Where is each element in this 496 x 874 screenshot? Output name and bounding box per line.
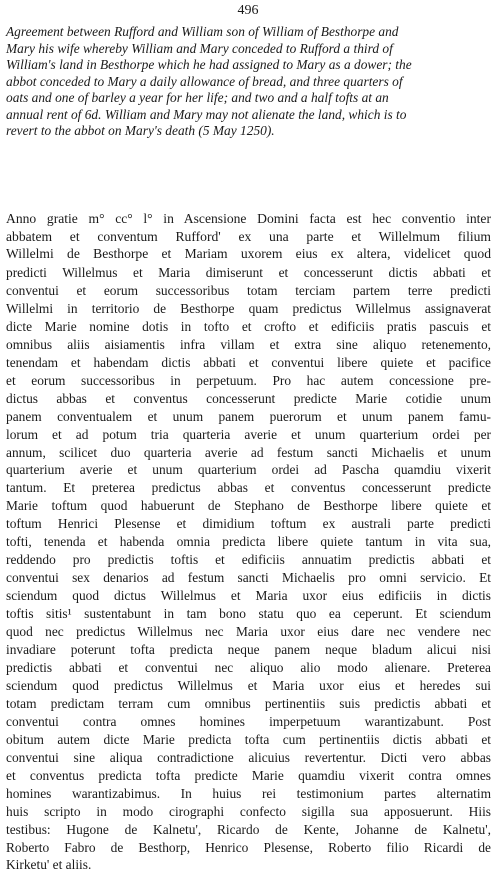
body-line: tantum. Et preterea predictus abbas et conventus concesserunt predicte: [6, 480, 491, 496]
charter-body: [6, 264, 491, 874]
summary-line: William's land in Besthorpe which he had assigned to Mary as a dower; the: [6, 57, 412, 72]
body-line: Kirketu' et aliis.: [6, 857, 92, 873]
body-line: conventui sine aliqua contradictione alicuius revertentur. Dicti vero abbas: [6, 749, 491, 765]
body-line: panem conventualem et unum panem puerorum et unum panem famu-: [6, 408, 491, 424]
body-line: predictis abbati et conventui nec aliquo alio modo alienare. Preterea: [6, 659, 491, 675]
summary-line: Mary his wife whereby William and Mary conceded to Rufford a third of: [6, 40, 393, 56]
summary-line: revert to the abbot on Mary's death (5 May 1250).: [6, 123, 275, 138]
body-line: dictus abbas et conventus concesserunt predicte Marie cotidie unum: [6, 390, 491, 406]
body-line: invadiare poterunt tofta predicta neque panem neque bladum alicui nisi: [6, 642, 491, 658]
body-line: quarterium averie et unum quarterium ordei ad Pascha quamdiu vixerit: [6, 462, 491, 478]
body-line: toftum Henrici Plesense et dimidium toftum ex australi parte predicti: [6, 516, 491, 532]
body-line: obitum autem dicte Marie predicta tofta cum pertinentiis dictis abbati et: [6, 731, 491, 747]
body-line: et eorum successoribus in perpetuum. Pro hac autem concessione pre-: [6, 372, 491, 388]
body-line: homines warantizabimus. In huius rei testimonium partes alternatim: [6, 785, 491, 801]
summary-line: oats and one of barley a year for her life; and two and a half tofts at an: [6, 90, 389, 105]
body-line: predicti Willelmus et Maria dimiserunt et concesserunt dictis abbati et: [6, 265, 491, 280]
body-line: reddendo pro predictis toftis et edificiis annuatim predictis abbati et: [6, 552, 491, 568]
summary-line: Agreement between Rufford and William son of William of Besthorpe and: [6, 24, 399, 39]
opening-line: Willelmi de Besthorpe et Mariam uxorem eius ex altera, videlicet quod: [6, 246, 491, 261]
opening-line: abbatem et conventum Rufford' ex una parte et Willelmum filium: [6, 228, 491, 244]
charter-opening: [6, 210, 491, 263]
body-line: tenendam et habendam dictis abbati et conventui libere quiete et pacifice: [6, 354, 491, 370]
body-line: annum, scilicet duo quarteria averie ad festum sancti Michaelis et unum: [6, 444, 491, 460]
body-line: conventui contra omnes homines imperpetuum warantizabunt. Post: [6, 713, 491, 729]
body-line: dicte Marie nomine dotis in tofto et crofto et edificiis pratis pascuis et: [6, 318, 491, 334]
page-number: 496: [237, 3, 259, 18]
body-line: Marie toftum quod habuerunt de Stephano de Besthorpe libere quiete et: [6, 498, 491, 514]
body-line: lorum et ad potum tria quarteria averie et unum quarterium ordei per: [6, 426, 491, 442]
body-line: conventui et eorum successoribus totam terciam partem terre predicti: [6, 282, 491, 298]
charter-summary: [6, 24, 491, 140]
body-line: totam predictam terram cum omnibus pertinentiis suis predictis abbati et: [6, 695, 491, 711]
body-line: toftis sitis¹ sustentabunt in tam bono statu quo ea ceperunt. Et sciendum: [6, 606, 491, 622]
opening-line: Anno gratie m° cc° l° in Ascensione Domini facta est hec conventio inter: [6, 211, 491, 226]
body-line: sciendum quod predictus Willelmus et Maria uxor eius et heredes sui: [6, 677, 491, 693]
body-line: sciendum quod dictus Willelmus et Maria uxor eius edificiis in dictis: [6, 588, 491, 604]
body-line: Willelmi in territorio de Besthorpe quam predictus Willelmus assignaverat: [6, 300, 491, 316]
body-line: huis scripto in modo cirographi confecto sigilla sua apposuerunt. Hiis: [6, 803, 491, 819]
body-line: tofti, tenenda et habenda omnia predicta libere quiete tantum in vita sua,: [6, 534, 491, 550]
body-line: testibus: Hugone de Kalnetu', Ricardo de Kente, Johanne de Kalnetu',: [6, 821, 491, 837]
summary-line: annual rent of 6d. William and Mary may not alienate the land, which is to: [6, 106, 407, 122]
body-line: omnibus aliis aisiamentis infra villam et extra sine aliquo retenemento,: [6, 336, 491, 352]
summary-line: abbot conceded to Mary a daily allowance of bread, and three quarters of: [6, 73, 403, 89]
body-line: et conventus predicta tofta predicte Marie quamdiu vixerit contra omnes: [6, 767, 491, 783]
body-line: Roberto Fabro de Besthorp, Henrico Plesense, Roberto filio Ricardi de: [6, 839, 491, 855]
body-line: quod nec predictus Willelmus nec Maria uxor eius dare nec vendere nec: [6, 624, 491, 640]
body-line: conventui sex denarios ad festum sancti Michaelis pro omni servicio. Et: [6, 570, 491, 586]
